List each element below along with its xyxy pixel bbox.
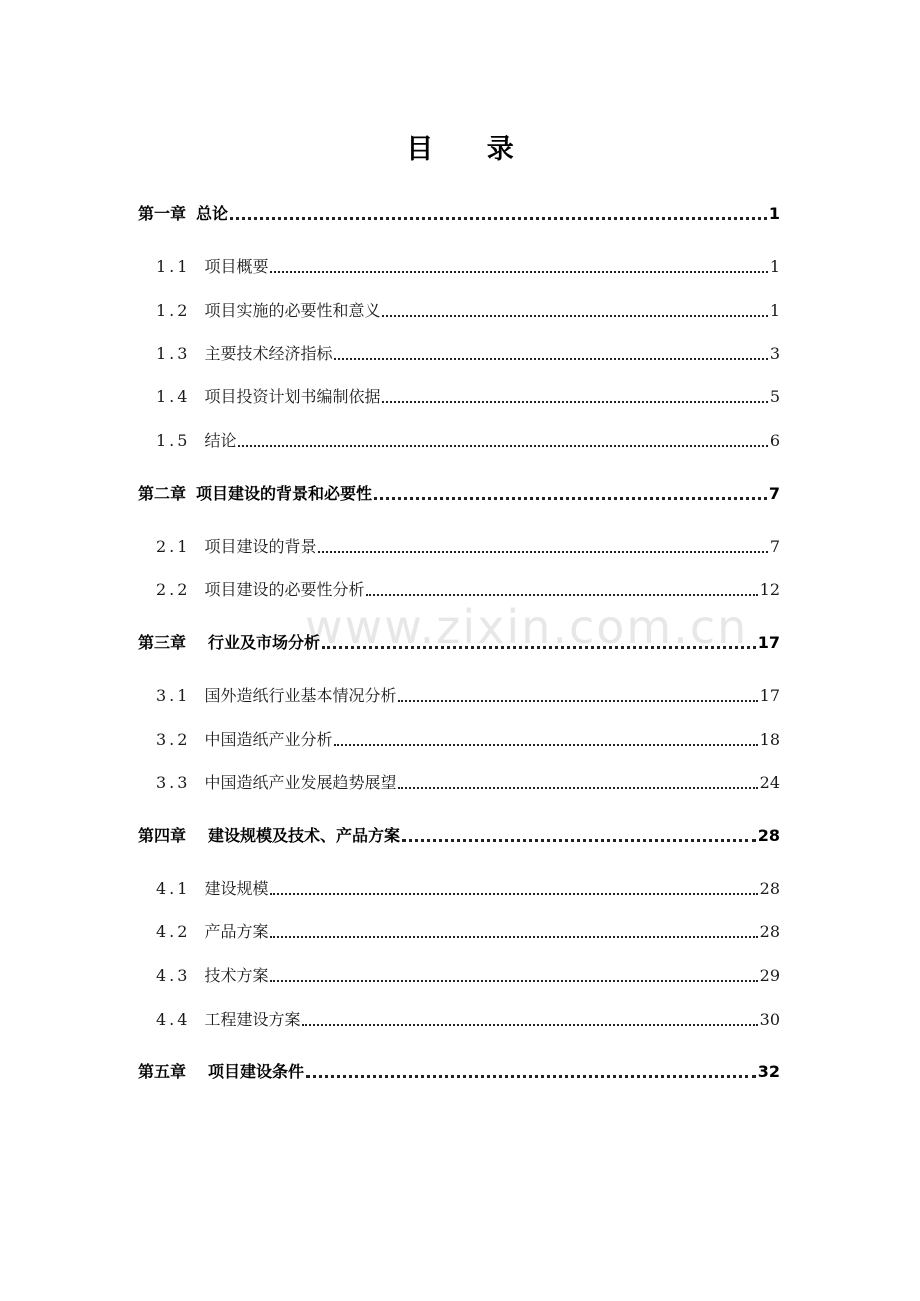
toc-label: 产品方案: [204, 922, 269, 941]
toc-page-number: 5: [769, 387, 780, 406]
toc-label: 项目建设的背景: [204, 537, 317, 556]
toc-chapter-2[interactable]: [138, 481, 780, 507]
toc-section-4-2[interactable]: [138, 919, 780, 945]
watermark: www.zixin.com.cn: [305, 600, 749, 654]
toc-section-3-3[interactable]: [138, 770, 780, 796]
toc-section-1-1[interactable]: [138, 254, 780, 280]
toc-page-number: 1: [769, 301, 780, 320]
toc-page-number: 29: [759, 966, 780, 985]
toc-section-1-4[interactable]: [138, 384, 780, 410]
toc-number: 1.3: [156, 344, 191, 363]
dot-leader: [366, 594, 757, 596]
toc-label: 中国造纸产业分析: [204, 730, 333, 749]
toc-section-4-4[interactable]: [138, 1007, 780, 1033]
dot-leader: [398, 787, 757, 789]
toc-page-number: 28: [759, 922, 780, 941]
dot-leader: [334, 744, 757, 746]
dot-leader: [270, 936, 757, 938]
toc-number: 第四章: [138, 826, 187, 845]
toc-chapter-4[interactable]: [138, 823, 780, 849]
toc-number: 2.2: [156, 580, 191, 599]
toc-label: 国外造纸行业基本情况分析: [204, 686, 397, 705]
toc-page-number: 17: [757, 633, 780, 652]
toc-number: 1.5: [156, 431, 191, 450]
dot-leader: [270, 980, 757, 982]
dot-leader: [398, 700, 757, 702]
toc-chapter-3[interactable]: [138, 630, 780, 656]
toc-page-number: 12: [759, 580, 780, 599]
toc-section-1-3[interactable]: [138, 341, 780, 367]
toc-number: 2.1: [156, 537, 191, 556]
toc-label: 结论: [204, 431, 237, 450]
toc-number: 第一章: [138, 204, 187, 223]
toc-chapter-1[interactable]: [138, 201, 780, 227]
toc-label: 建设规模: [204, 879, 269, 898]
toc-page-number: 24: [759, 773, 780, 792]
toc-page-number: 6: [769, 431, 780, 450]
toc-label: 项目投资计划书编制依据: [204, 387, 381, 406]
toc-number: 4.3: [156, 966, 191, 985]
toc-page-number: 7: [769, 537, 780, 556]
toc-page-number: 28: [757, 826, 780, 845]
toc-section-3-1[interactable]: [138, 683, 780, 709]
dot-leader: [270, 271, 767, 273]
toc-number: 4.4: [156, 1010, 191, 1029]
dot-leader: [402, 839, 756, 842]
toc-page-number: 32: [757, 1062, 780, 1081]
toc-label: 总论: [196, 204, 229, 223]
toc-label: 项目实施的必要性和意义: [204, 301, 381, 320]
toc-label: 项目建设的必要性分析: [204, 580, 365, 599]
toc-page-number: 28: [759, 879, 780, 898]
toc-label: 主要技术经济指标: [204, 344, 333, 363]
toc-number: 1.1: [156, 257, 191, 276]
dot-leader: [382, 401, 767, 403]
dot-leader: [230, 217, 767, 220]
dot-leader: [374, 497, 767, 500]
toc-number: 4.2: [156, 922, 191, 941]
toc-page-number: 1: [768, 204, 780, 223]
toc-section-2-2[interactable]: [138, 577, 780, 603]
toc-label: 中国造纸产业发展趋势展望: [204, 773, 397, 792]
toc-page-number: 17: [759, 686, 780, 705]
toc-page-number: 18: [759, 730, 780, 749]
toc-section-1-5[interactable]: [138, 428, 780, 454]
toc-page-number: 1: [769, 257, 780, 276]
dot-leader: [306, 1075, 756, 1078]
toc-label: 项目建设的背景和必要性: [196, 484, 373, 503]
dot-leader: [322, 646, 756, 649]
toc-chapter-5[interactable]: [138, 1059, 780, 1085]
dot-leader: [318, 551, 767, 553]
toc-number: 1.4: [156, 387, 191, 406]
toc-section-4-3[interactable]: [138, 963, 780, 989]
toc-section-3-2[interactable]: [138, 727, 780, 753]
toc-label: 建设规模及技术、产品方案: [208, 826, 401, 845]
toc-section-2-1[interactable]: [138, 534, 780, 560]
dot-leader: [382, 315, 767, 317]
page-title: 目 录: [406, 134, 536, 165]
toc-number: 第二章: [138, 484, 187, 503]
toc-number: 第五章: [138, 1062, 187, 1081]
toc-number: 1.2: [156, 301, 191, 320]
dot-leader: [334, 358, 767, 360]
toc-page-number: 7: [768, 484, 780, 503]
toc-label: 项目建设条件: [208, 1062, 305, 1081]
dot-leader: [302, 1024, 757, 1026]
toc-label: 工程建设方案: [204, 1010, 301, 1029]
toc-section-4-1[interactable]: [138, 876, 780, 902]
toc-number: 3.1: [156, 686, 191, 705]
toc-number: 3.3: [156, 773, 191, 792]
toc-section-1-2[interactable]: [138, 298, 780, 324]
toc-label: 项目概要: [204, 257, 269, 276]
toc-label: 技术方案: [204, 966, 269, 985]
toc-page-number: 3: [769, 344, 780, 363]
dot-leader: [270, 893, 757, 895]
toc-number: 4.1: [156, 879, 191, 898]
dot-leader: [238, 445, 767, 447]
toc-label: 行业及市场分析: [208, 633, 321, 652]
toc-number: 第三章: [138, 633, 187, 652]
toc-number: 3.2: [156, 730, 191, 749]
toc-page-number: 30: [759, 1010, 780, 1029]
